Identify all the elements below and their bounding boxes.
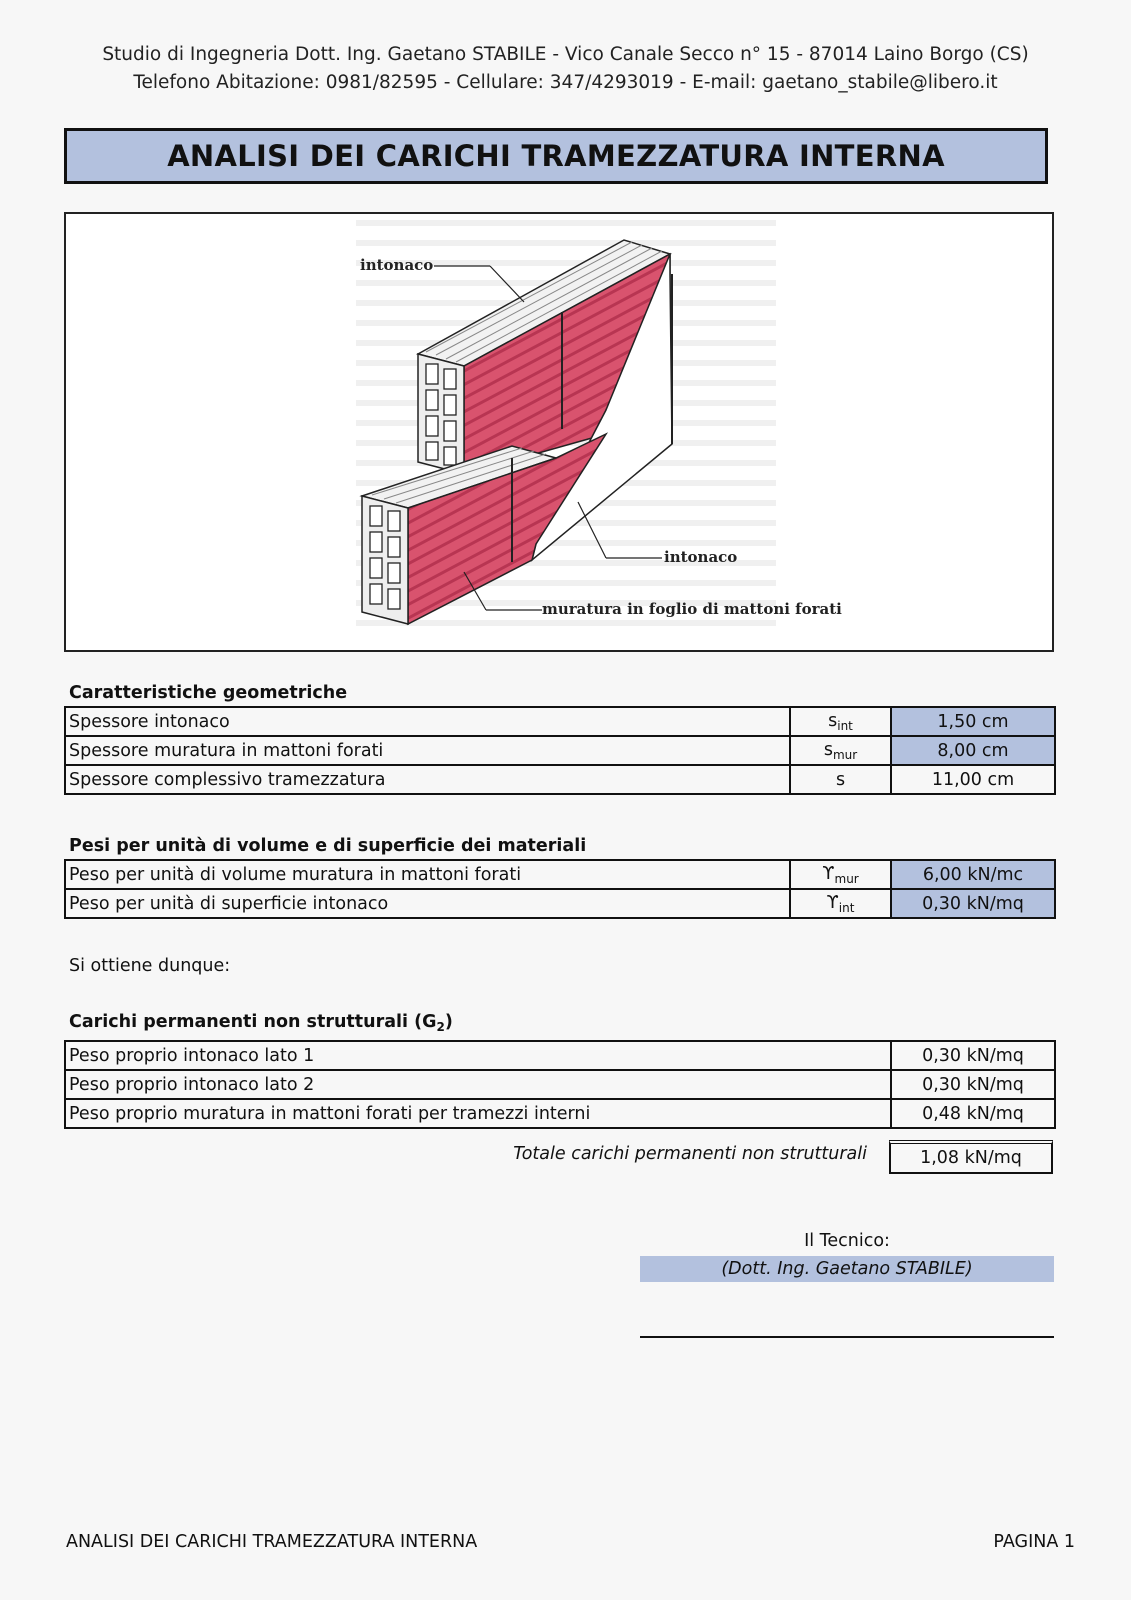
si-ottiene-text: Si ottiene dunque: <box>69 956 231 976</box>
row-label: Peso proprio intonaco lato 2 <box>65 1070 891 1099</box>
row-label: Spessore intonaco <box>65 707 790 736</box>
table-row <box>65 1099 1055 1128</box>
lower-end-face <box>362 496 408 624</box>
table-row <box>65 1070 1055 1099</box>
row-label: Peso proprio muratura in mattoni forati per tramezzi interni <box>65 1099 891 1128</box>
table-row <box>65 736 1055 765</box>
table-row <box>65 860 1055 889</box>
table-row <box>65 765 1055 794</box>
row-value: 0,48 kN/mq <box>891 1099 1055 1128</box>
row-value: 0,30 kN/mq <box>891 889 1055 918</box>
total-label: Totale carichi permanenti non strutturali <box>513 1144 867 1164</box>
letterhead-line-2: Telefono Abitazione: 0981/82595 - Cellulare: 347/4293019 - E-mail: gaetano_stabile@libero.it <box>133 72 998 93</box>
letterhead-line-1: Studio di Ingegneria Dott. Ing. Gaetano STABILE - Vico Canale Secco n° 15 - 87014 Laino Borgo (CS) <box>102 44 1029 65</box>
row-label: Peso per unità di superficie intonaco <box>65 889 790 918</box>
upper-end-face <box>418 354 464 474</box>
table-row <box>65 1041 1055 1070</box>
document-title: ANALISI DEI CARICHI TRAMEZZATURA INTERNA <box>64 128 1048 184</box>
row-label: Peso proprio intonaco lato 1 <box>65 1041 891 1070</box>
label-intonaco-right: intonaco <box>664 548 738 566</box>
row-value: 0,30 kN/mq <box>891 1070 1055 1099</box>
wall-illustration <box>66 214 1052 650</box>
row-value: 1,50 cm <box>891 707 1055 736</box>
geometric-table <box>64 706 1056 795</box>
row-label: Spessore complessivo tramezzatura <box>65 765 790 794</box>
section-weights-title: Pesi per unità di volume e di superficie dei materiali <box>69 836 587 856</box>
row-value: 0,30 kN/mq <box>891 1041 1055 1070</box>
signature-line <box>640 1336 1054 1338</box>
signature-label: Il Tecnico: <box>804 1231 890 1251</box>
wall-section-figure <box>64 212 1054 652</box>
row-symbol: $ϒ_{int}$ <box>790 889 891 918</box>
total-value: 1,08 kN/mq <box>889 1140 1053 1174</box>
section-loads-title: Carichi permanenti non strutturali $(G_2)$ <box>69 1012 453 1034</box>
table-row <box>65 707 1055 736</box>
footer-title: ANALISI DEI CARICHI TRAMEZZATURA INTERNA <box>66 1532 478 1552</box>
label-intonaco-top: intonaco <box>360 256 434 274</box>
row-label: Peso per unità di volume muratura in mattoni forati <box>65 860 790 889</box>
row-value: 8,00 cm <box>891 736 1055 765</box>
section-geometric-title: Caratteristiche geometriche <box>69 683 348 703</box>
row-symbol: $s_{int}$ <box>790 707 891 736</box>
label-muratura: muratura in foglio di mattoni forati <box>542 600 842 618</box>
weights-table <box>64 859 1056 919</box>
row-value: 6,00 kN/mc <box>891 860 1055 889</box>
row-label: Spessore muratura in mattoni forati <box>65 736 790 765</box>
row-symbol: s <box>790 765 891 794</box>
page-number: PAGINA 1 <box>993 1532 1075 1552</box>
signature-name: (Dott. Ing. Gaetano STABILE) <box>640 1256 1054 1282</box>
loads-table <box>64 1040 1056 1129</box>
table-row <box>65 889 1055 918</box>
row-symbol: $s_{mur}$ <box>790 736 891 765</box>
row-symbol: $ϒ_{mur}$ <box>790 860 891 889</box>
row-value: 11,00 cm <box>891 765 1055 794</box>
